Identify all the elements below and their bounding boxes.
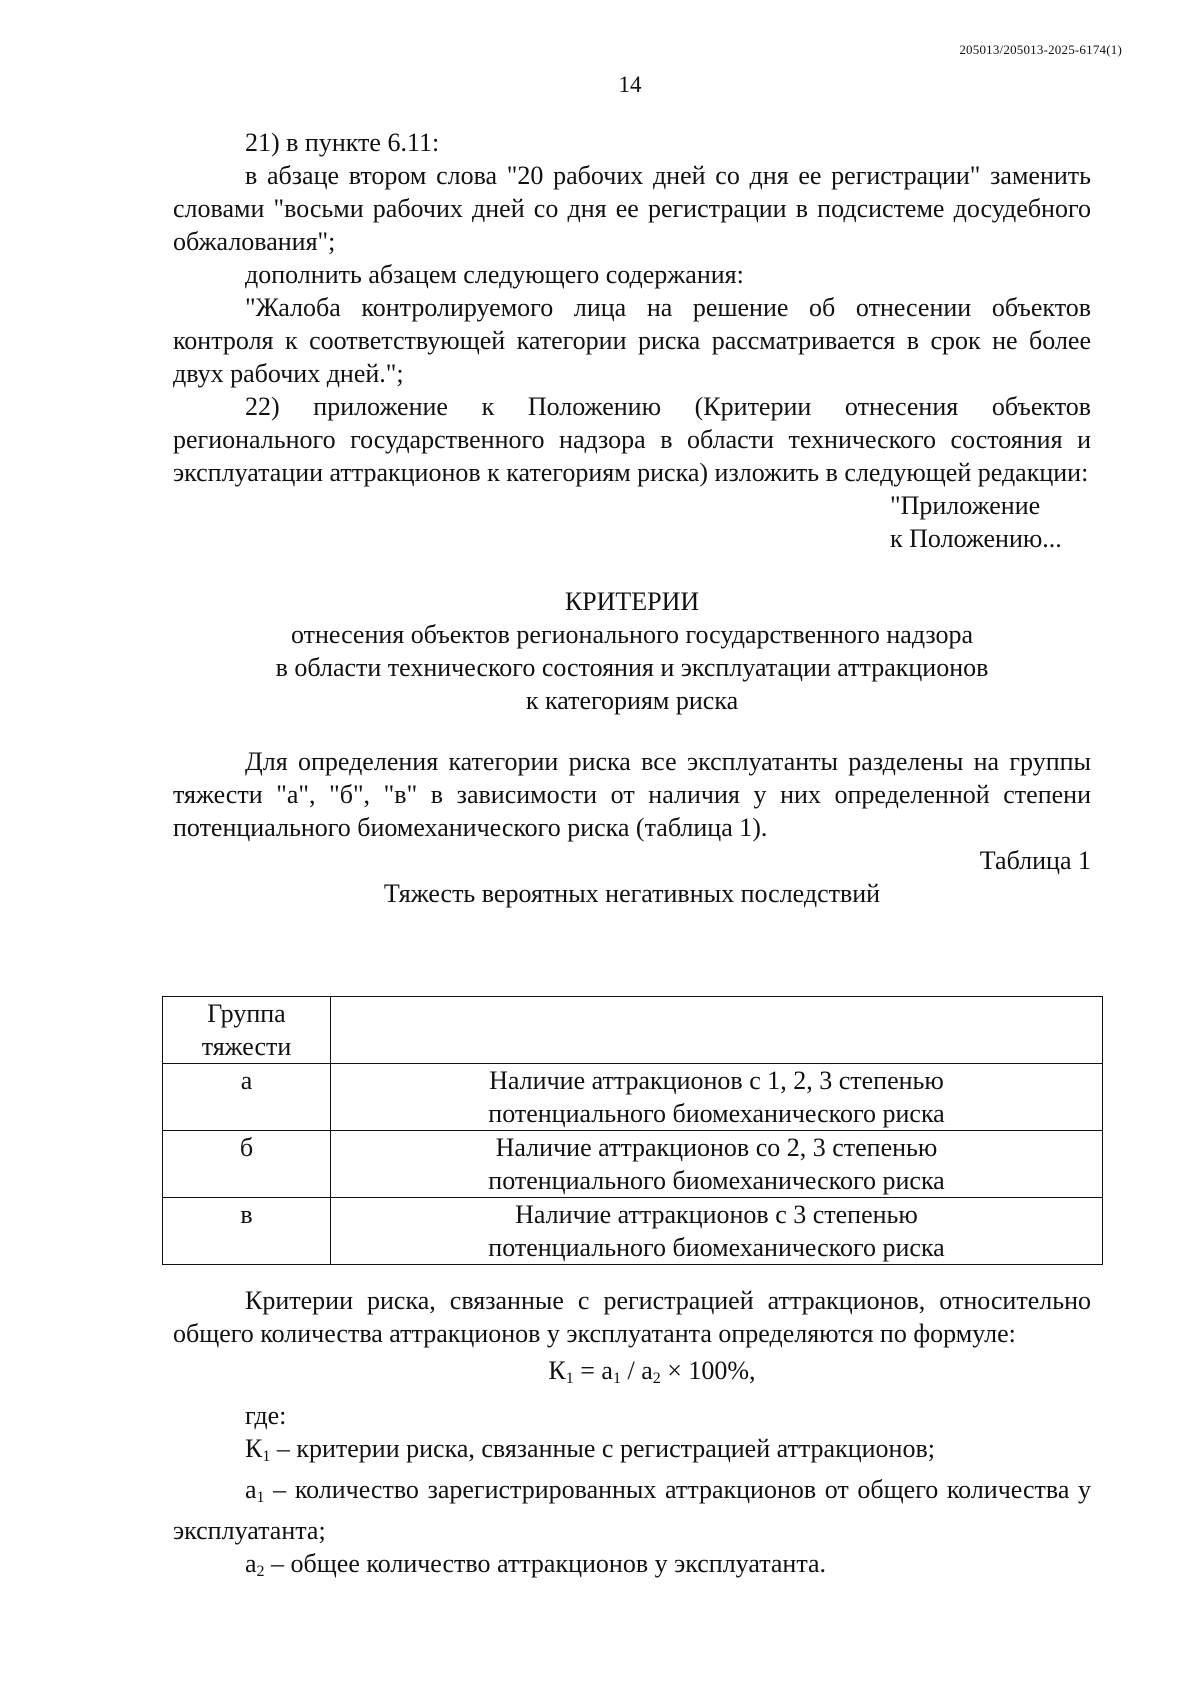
a1-symbol: а [245, 1475, 257, 1504]
formula-k-subscript: 1 [565, 1370, 574, 1387]
table-header-row [163, 997, 1103, 1064]
page-number: 14 [618, 72, 642, 97]
row-group: б [163, 1131, 331, 1198]
header-description [331, 997, 1103, 1064]
item-21-paragraph-2: в абзаце втором слова "20 рабочих дней со дня ее регистрации" заменить словами "восьми рабочих дней со дня ее регистрации в подсистеме досудебного обжалования"; [173, 161, 1091, 256]
row-description [331, 1131, 1103, 1198]
appendix-line-2: к Положению... [890, 524, 1062, 553]
row-description [331, 1198, 1103, 1265]
row-description [331, 1064, 1103, 1131]
table-caption: Тяжесть вероятных негативных последствий [383, 879, 881, 908]
formula-section [173, 1284, 1091, 1588]
row-description-line-2: потенциального биомеханического риска [488, 1099, 945, 1128]
header-group: Группа тяжести [163, 997, 331, 1064]
item-21: 21) в пункте 6.11: [245, 128, 440, 157]
formula-rest: × 100%, [660, 1356, 756, 1385]
row-description-line-2: потенциального биомеханического риска [488, 1233, 945, 1262]
criteria-subtitle-2: в области технического состояния и эксплуатации аттракционов [275, 653, 989, 682]
row-description-line-1: Наличие аттракционов с 3 степенью [515, 1200, 918, 1229]
a1-definition [173, 1473, 1091, 1547]
criteria-title [173, 585, 1091, 717]
criteria-subtitle-1: отнесения объектов регионального государственного надзора [290, 620, 974, 649]
row-group: а [163, 1064, 331, 1131]
item-22: 22) приложение к Положению (Критерии отнесения объектов регионального государственного надзора в области технического состояния и эксплуатации аттракционов к категориям риска) изложить в следующей редакции: [173, 392, 1091, 487]
a1-text: – количество зарегистрированных аттракционов от общего количества у эксплуатанта; [173, 1475, 1091, 1545]
formula-a2-subscript: 2 [652, 1370, 661, 1387]
item-21-quote: "Жалоба контролируемого лица на решение об отнесении объектов контроля к соответствующей категории риска рассматривается в срок не более двух рабочих дней."; [173, 293, 1091, 388]
intro-paragraph: Для определения категории риска все эксплуатанты разделены на группы тяжести "а", "б", "в" в зависимости от наличия у них определенной степени потенциального биомеханического риска (таблица 1). [173, 747, 1091, 842]
criteria-heading: КРИТЕРИИ [564, 587, 700, 616]
a2-subscript: 2 [256, 1563, 265, 1580]
formula-equals-a: = а [573, 1356, 613, 1385]
document-body [173, 126, 1091, 910]
formula-a1-subscript: 1 [612, 1370, 621, 1387]
formula-intro: Критерии риска, связанные с регистрацией аттракционов, относительно общего количества аттракционов у эксплуатанта определяются по формуле: [173, 1286, 1091, 1348]
table-label: Таблица 1 [979, 846, 1091, 875]
where-label: где: [245, 1401, 287, 1430]
row-description-line-1: Наличие аттракционов с 1, 2, 3 степенью [489, 1066, 944, 1095]
formula-divide-a: / а [620, 1356, 653, 1385]
a2-definition [173, 1547, 1091, 1588]
item-21-paragraph-3: дополнить абзацем следующего содержания: [245, 260, 744, 289]
table-row [163, 1131, 1103, 1198]
formula [173, 1354, 1091, 1395]
criteria-subtitle-3: к категориям риска [525, 686, 739, 715]
k1-definition [173, 1432, 1091, 1473]
formula-k: К [548, 1356, 566, 1385]
a2-text: – общее количество аттракционов у эксплуатанта. [264, 1549, 827, 1578]
row-description-line-1: Наличие аттракционов со 2, 3 степенью [495, 1133, 938, 1162]
row-description-line-2: потенциального биомеханического риска [488, 1166, 945, 1195]
appendix-label [890, 489, 1091, 555]
k1-symbol: К [245, 1434, 263, 1463]
k1-text: – критерии риска, связанные с регистрацией аттракционов; [270, 1434, 935, 1463]
k1-subscript: 1 [262, 1448, 271, 1465]
table-row [163, 1064, 1103, 1131]
document-id: 205013/205013-2025-6174(1) [959, 42, 1122, 57]
table-row [163, 1198, 1103, 1265]
a1-subscript: 1 [256, 1489, 265, 1506]
a2-symbol: а [245, 1549, 257, 1578]
row-group: в [163, 1198, 331, 1265]
severity-table [162, 996, 1103, 1265]
appendix-line-1: "Приложение [890, 491, 1041, 520]
